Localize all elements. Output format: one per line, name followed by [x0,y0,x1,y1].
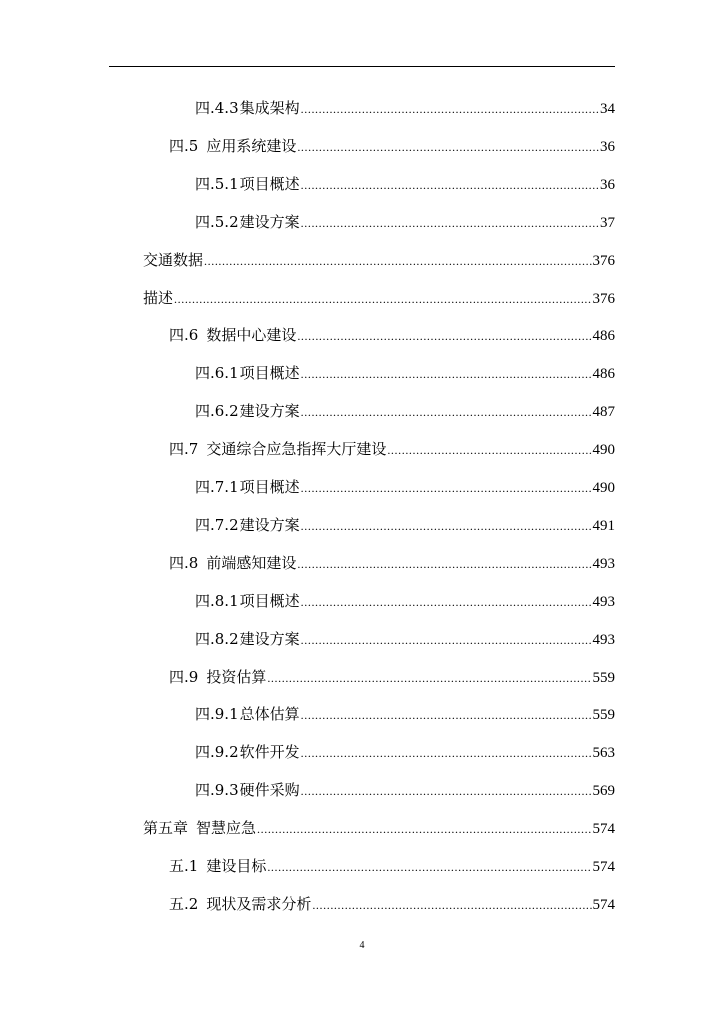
toc-entry-title: 交通综合应急指挥大厅建设 [206,440,387,459]
toc-entry-number: 四.7.1 [195,478,239,496]
toc-entry-page: 569 [592,783,615,800]
toc-entry-number: 四.8.2 [195,629,239,648]
toc-entry-page: 493 [592,593,615,610]
toc-entry-title: 总体估算 [239,705,300,724]
toc-entry[interactable] [169,439,615,459]
toc-entry-number: 四.5.1 [195,174,239,193]
toc-entry[interactable] [169,894,615,914]
toc-entry-page: 376 [592,290,615,307]
toc-entry[interactable] [169,553,615,573]
toc-entry-number: 四.7.2 [195,515,239,534]
toc-entry-page: 486 [592,366,615,383]
toc-entry-title: 建设方案 [239,402,300,421]
toc-entry-title: 交通数据 [143,250,204,269]
toc-entry-page: 574 [592,821,615,838]
toc-entry-page: 36 [600,176,615,193]
dot-leader [301,99,599,119]
toc-entry-number: 四.6.2 [195,402,239,421]
toc-entry-number: 四.4.3 [195,99,239,117]
toc-entry[interactable] [195,212,615,232]
toc-entry-title: 集成架构 [239,99,300,117]
toc-entry-title: 前端感知建设 [206,553,297,572]
toc-entry[interactable] [169,136,615,156]
toc-entry-title: 硬件采购 [239,781,300,800]
dot-leader [174,289,591,309]
toc-entry[interactable] [195,174,615,194]
toc-entry-title: 数据中心建设 [206,326,297,345]
dot-leader [301,478,592,498]
toc-entry-title: 现状及需求分析 [206,894,312,913]
toc-entry-number: 四.9.1 [195,705,239,724]
toc-entry-number: 四.5 [169,136,199,155]
toc-entry-number: 四.6.1 [195,364,239,383]
toc-entry[interactable] [195,477,615,497]
toc-entry-page: 563 [592,745,615,762]
toc-entry-page: 34 [600,101,615,117]
toc-entry-number: 四.8.1 [195,591,239,610]
toc-entry-page: 559 [592,669,615,686]
dot-leader [387,440,591,460]
toc-entry-title: 建设方案 [239,212,300,231]
toc-entry[interactable] [195,401,615,421]
toc-entry-number: 四.9.3 [195,781,239,800]
dot-leader [297,326,591,346]
dot-leader [267,857,591,877]
toc-entry-title: 项目概述 [239,364,300,383]
toc-entry-page: 490 [592,480,615,496]
dot-leader [301,743,592,763]
toc-entry-title: 建设方案 [239,515,300,534]
toc-entry-number: 四.9 [169,667,199,686]
toc-entry-title: 描述 [143,288,174,307]
toc-entry[interactable] [195,363,615,383]
dot-leader [297,554,591,574]
dot-leader [301,175,599,195]
dot-leader [301,364,592,384]
toc-entry-number: 四.6 [169,326,199,345]
dot-leader [301,781,592,801]
toc-entry-page: 490 [592,442,615,459]
toc-entry[interactable] [169,325,615,345]
dot-leader [301,592,592,612]
toc-entry[interactable] [195,591,615,611]
toc-entry-title: 建设目标 [206,857,267,875]
toc-entry-page: 493 [592,631,615,648]
dot-leader [301,213,599,233]
toc-entry[interactable] [195,515,615,535]
dot-leader [267,668,591,688]
toc-entry-number: 第五章 [143,819,189,838]
toc-entry[interactable] [143,818,615,838]
toc-entry-page: 486 [592,328,615,345]
toc-entry[interactable] [195,629,615,649]
toc-entry[interactable] [195,98,615,118]
toc-entry-page: 574 [592,896,615,913]
dot-leader [204,251,591,271]
toc-entry-title: 项目概述 [239,174,300,193]
toc-entry-page: 559 [592,707,615,724]
toc-entry-number: 五.1 [169,857,199,875]
toc-entry-title: 建设方案 [239,629,300,648]
toc-entry-number: 四.5.2 [195,212,239,231]
toc-entry-number: 四.9.2 [195,743,239,762]
toc-entry[interactable] [143,250,615,270]
toc-entry-title: 应用系统建设 [206,136,297,155]
dot-leader [312,895,591,915]
toc-entry[interactable] [195,742,615,762]
toc-entry-page: 487 [592,404,615,421]
toc-entry-number: 五.2 [169,894,199,913]
toc-entry-title: 智慧应急 [196,819,257,838]
dot-leader [301,402,592,422]
toc-entry-page: 491 [592,517,615,534]
toc-entry-title: 项目概述 [239,591,300,610]
toc-entry[interactable] [169,667,615,687]
toc-entry[interactable] [169,856,615,876]
page-number: 4 [359,940,365,951]
toc-entry-title: 项目概述 [239,478,300,496]
toc-entry-page: 36 [600,138,615,155]
dot-leader [301,705,592,725]
toc-entry-number: 四.7 [169,440,199,459]
toc-entry-number: 四.8 [169,553,199,572]
toc-entry[interactable] [195,780,615,800]
toc-entry-title: 软件开发 [239,743,300,762]
toc-entry-page: 37 [600,214,615,231]
dot-leader [301,630,592,650]
dot-leader [257,819,591,839]
toc-entry-page: 493 [592,555,615,572]
toc-entry[interactable] [195,704,615,724]
header-rule [109,66,615,67]
dot-leader [301,516,592,536]
dot-leader [297,137,599,157]
toc-entry[interactable] [143,288,615,308]
toc-entry-page: 574 [592,859,615,875]
toc-entry-page: 376 [592,252,615,269]
toc-entry-title: 投资估算 [206,667,267,686]
